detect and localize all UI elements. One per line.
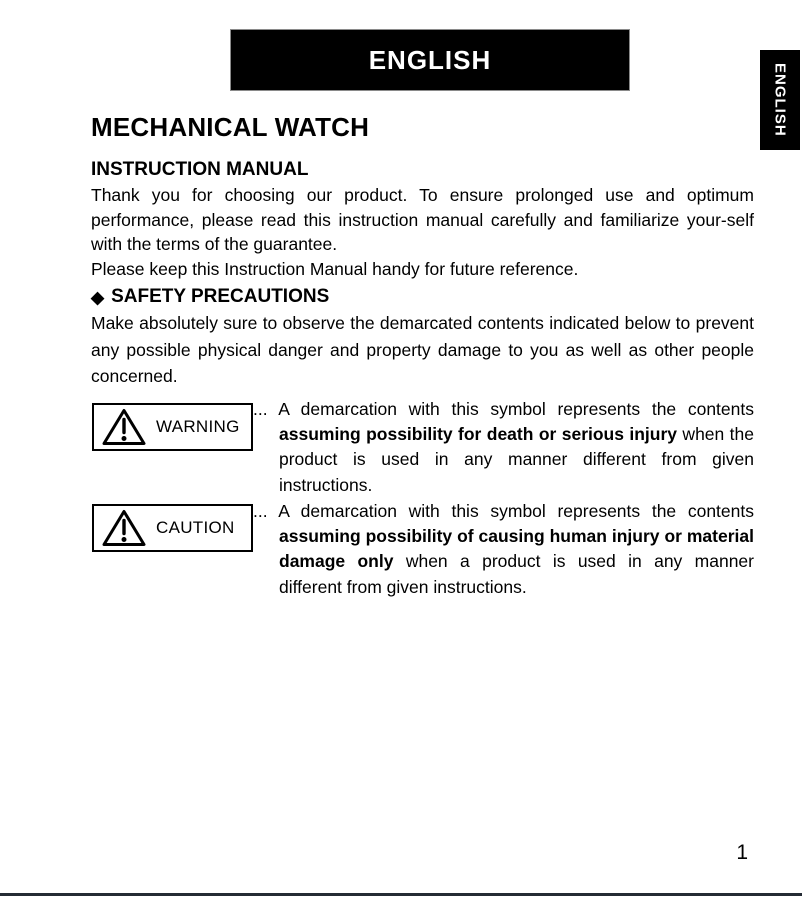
warning-description-suffix: when the product is used in any manner different from given instructions. xyxy=(279,424,754,495)
safety-heading-label: SAFETY PRECAUTIONS xyxy=(111,286,330,307)
caution-label: CAUTION xyxy=(156,518,235,537)
page-number: 1 xyxy=(736,841,748,864)
caution-description-prefix: ... A demarcation with this symbol represents the contents xyxy=(253,501,754,521)
diamond-icon: ◆ xyxy=(91,287,105,307)
language-side-tab xyxy=(760,50,800,150)
section-heading-safety-precautions xyxy=(91,286,329,308)
intro-paragraph: Thank you for choosing our product. To ensure prolonged use and optimum performance, please read this instruction manual carefully and familiarize your-self with the terms of the guarantee. xyxy=(91,185,754,254)
language-side-tab-label: ENGLISH xyxy=(771,63,789,137)
bottom-rule xyxy=(0,893,802,896)
section-heading-instruction-manual: INSTRUCTION MANUAL xyxy=(91,159,309,180)
caution-triangle-icon xyxy=(101,508,147,548)
caution-box xyxy=(92,504,253,552)
warning-triangle-icon xyxy=(101,407,147,447)
warning-description xyxy=(253,397,754,498)
warning-description-bold: assuming possibility for death or serious injury xyxy=(279,424,678,445)
caution-description-bold: assuming possibility of causing human injury or material damage only xyxy=(279,526,754,572)
safety-paragraph: Make absolutely sure to observe the demarcated contents indicated below to prevent any possible physical danger and property damage to you as well as other people concerned. xyxy=(91,313,754,386)
caution-description-suffix: when a product is used in any manner different from given instructions. xyxy=(279,551,754,597)
caution-description xyxy=(253,499,754,600)
warning-box xyxy=(92,403,253,451)
warning-label: WARNING xyxy=(156,417,240,436)
warning-description-prefix: ... A demarcation with this symbol represents the contents xyxy=(253,399,754,419)
page-title: MECHANICAL WATCH xyxy=(91,112,370,142)
intro-note: Please keep this Instruction Manual handy for future reference. xyxy=(91,258,579,279)
language-banner xyxy=(230,29,630,91)
intro-block xyxy=(91,183,754,281)
language-banner-label: ENGLISH xyxy=(368,44,492,75)
